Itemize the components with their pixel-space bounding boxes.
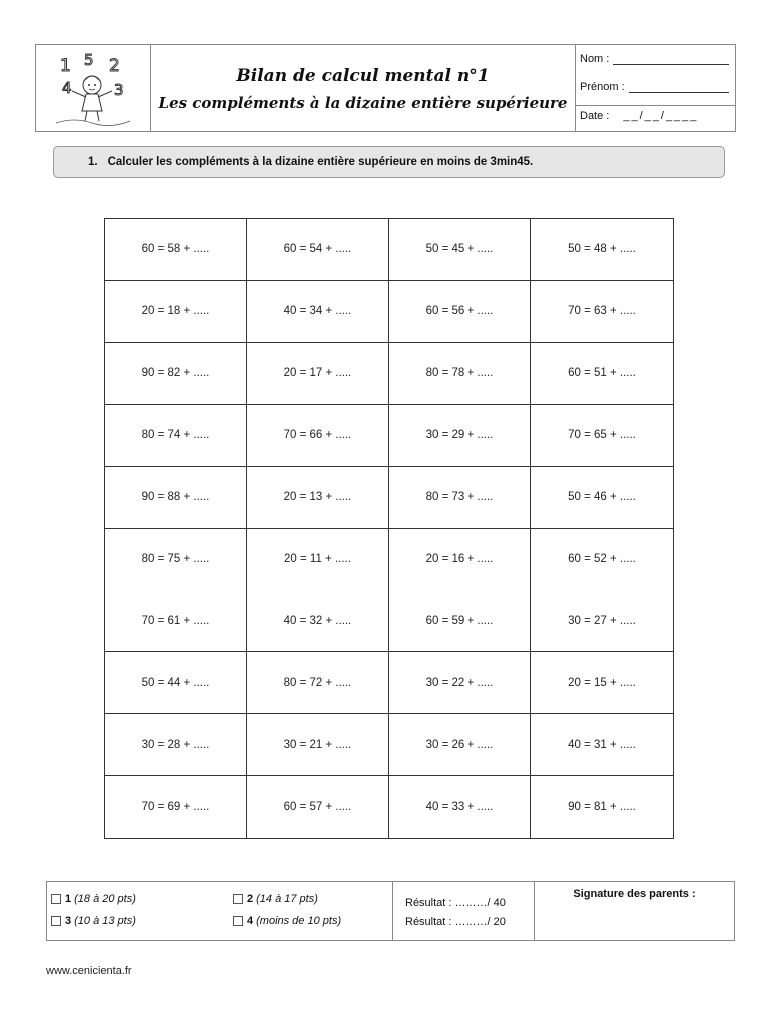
exercise-cell[interactable]: 30 = 28 + .....	[105, 714, 247, 776]
exercise-cell[interactable]: 70 = 69 + .....	[105, 776, 247, 838]
logo-digit: 4	[62, 79, 72, 97]
checkbox-icon[interactable]	[51, 894, 61, 904]
exercise-cell[interactable]: 50 = 46 + .....	[531, 467, 673, 529]
instruction-number: 1.	[88, 156, 98, 168]
exercise-cell[interactable]: 60 = 56 + .....	[389, 281, 531, 343]
exercise-cell[interactable]: 30 = 26 + .....	[389, 714, 531, 776]
worksheet-subtitle: Les compléments à la dizaine entière supérieure	[158, 94, 568, 112]
exercise-cell[interactable]: 60 = 54 + .....	[247, 219, 389, 281]
date-field[interactable]	[576, 105, 735, 122]
logo-digit: 5	[84, 51, 94, 69]
exercise-cell[interactable]: 40 = 31 + .....	[531, 714, 673, 776]
exercise-cell[interactable]: 90 = 82 + .....	[105, 343, 247, 405]
level-number: 1	[65, 893, 72, 905]
exercise-cell[interactable]: 30 = 29 + .....	[389, 405, 531, 467]
logo	[36, 45, 151, 131]
student-info	[576, 45, 735, 131]
exercise-cell[interactable]: 80 = 72 + .....	[247, 652, 389, 714]
exercise-cell[interactable]: 30 = 21 + .....	[247, 714, 389, 776]
level-number: 4	[247, 915, 254, 927]
site-url: www.cenicienta.fr	[46, 965, 132, 977]
exercise-cell[interactable]: 60 = 58 + .....	[105, 219, 247, 281]
exercise-cell[interactable]: 20 = 15 + .....	[531, 652, 673, 714]
exercise-cell[interactable]: 20 = 13 + .....	[247, 467, 389, 529]
exercise-cell[interactable]: 70 = 61 + .....	[105, 590, 247, 652]
level-2-option[interactable]	[233, 893, 318, 905]
exercise-cell[interactable]: 50 = 45 + .....	[389, 219, 531, 281]
exercise-cell[interactable]: 50 = 48 + .....	[531, 219, 673, 281]
date-label: Date :	[580, 110, 610, 122]
level-checkboxes	[47, 882, 393, 940]
level-range: (14 à 17 pts)	[256, 893, 318, 905]
exercise-cell[interactable]: 40 = 33 + .....	[389, 776, 531, 838]
exercise-cell[interactable]: 70 = 65 + .....	[531, 405, 673, 467]
worksheet-header	[35, 44, 736, 132]
logo-digit: 2	[109, 56, 120, 76]
level-range: (18 à 20 pts)	[74, 893, 136, 905]
exercise-cell[interactable]: 20 = 18 + .....	[105, 281, 247, 343]
instruction-bar	[53, 146, 725, 178]
exercise-cell[interactable]: 60 = 59 + .....	[389, 590, 531, 652]
exercise-cell[interactable]: 30 = 27 + .....	[531, 590, 673, 652]
level-number: 3	[65, 915, 72, 927]
exercise-cell[interactable]: 20 = 11 + .....	[247, 529, 389, 591]
worksheet-title: Bilan de calcul mental n°1	[236, 66, 490, 86]
result-out-of-40: Résultat : ………/ 40	[405, 897, 506, 909]
level-1-option[interactable]	[51, 893, 136, 905]
numbers-girl-illustration	[54, 51, 134, 127]
logo-digit: 3	[114, 81, 124, 99]
prenom-field[interactable]	[580, 81, 729, 93]
instruction-text: Calculer les compléments à la dizaine entière supérieure en moins de 3min45.	[107, 156, 534, 168]
nom-line	[613, 54, 729, 65]
prenom-label: Prénom :	[580, 81, 625, 93]
exercise-cell[interactable]: 40 = 32 + .....	[247, 590, 389, 652]
date-blank: __/__/____	[623, 110, 699, 122]
exercise-cell[interactable]: 70 = 66 + .....	[247, 405, 389, 467]
exercise-cell[interactable]: 20 = 17 + .....	[247, 343, 389, 405]
score-box	[46, 881, 735, 941]
checkbox-icon[interactable]	[233, 916, 243, 926]
exercise-cell[interactable]: 70 = 63 + .....	[531, 281, 673, 343]
exercise-grid	[104, 218, 674, 839]
level-3-option[interactable]	[51, 915, 136, 927]
exercise-cell[interactable]: 80 = 78 + .....	[389, 343, 531, 405]
exercise-cell[interactable]: 50 = 44 + .....	[105, 652, 247, 714]
logo-digit: 1	[60, 56, 71, 76]
result-out-of-20: Résultat : ………/ 20	[405, 916, 506, 928]
nom-field[interactable]	[580, 53, 729, 65]
exercise-cell[interactable]: 60 = 57 + .....	[247, 776, 389, 838]
exercise-cell[interactable]: 80 = 73 + .....	[389, 467, 531, 529]
exercise-cell[interactable]: 60 = 51 + .....	[531, 343, 673, 405]
level-4-option[interactable]	[233, 915, 341, 927]
exercise-cell[interactable]: 80 = 75 + .....	[105, 529, 247, 591]
exercise-cell[interactable]: 90 = 81 + .....	[568, 801, 636, 814]
title-block	[151, 45, 576, 131]
nom-label: Nom :	[580, 53, 610, 65]
checkbox-icon[interactable]	[233, 894, 243, 904]
exercise-cell[interactable]: 20 = 16 + .....	[389, 529, 531, 591]
level-range: (moins de 10 pts)	[256, 915, 342, 927]
checkbox-icon[interactable]	[51, 916, 61, 926]
results-block	[393, 882, 535, 940]
prenom-line	[629, 82, 729, 93]
exercise-cell[interactable]: 40 = 34 + .....	[247, 281, 389, 343]
level-number: 2	[247, 893, 254, 905]
level-range: (10 à 13 pts)	[74, 915, 136, 927]
exercise-cell[interactable]: 30 = 22 + .....	[389, 652, 531, 714]
exercise-cell[interactable]: 60 = 52 + .....	[568, 553, 636, 566]
exercise-cell[interactable]: 90 = 88 + .....	[105, 467, 247, 529]
parent-signature: Signature des parents :	[573, 888, 696, 900]
exercise-cell[interactable]: 80 = 74 + .....	[105, 405, 247, 467]
